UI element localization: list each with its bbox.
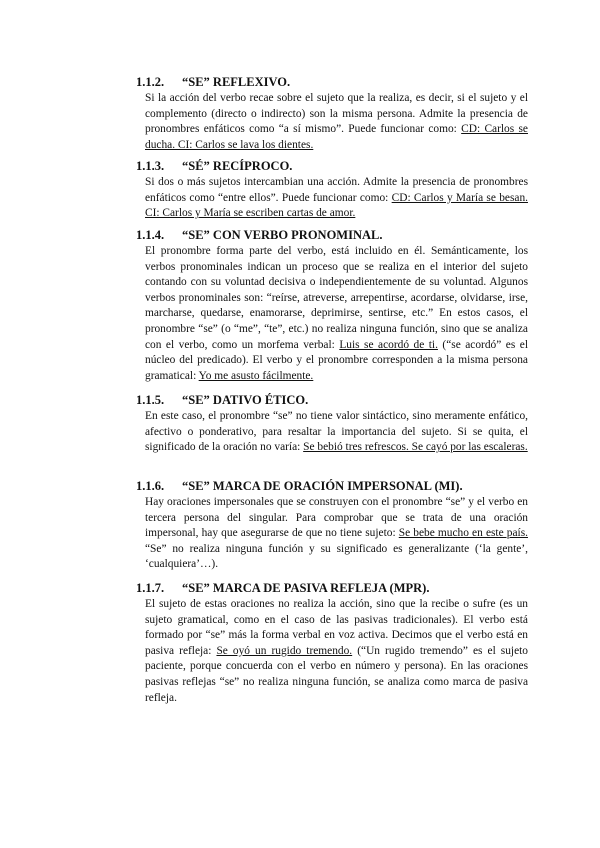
section-heading [136, 478, 528, 494]
paragraph-text: En este caso, el pronombre “se” no tiene valor sintáctico, sino meramente enfático, afectivo o ponderativo, para resaltar la importancia del sujeto. Si se quita, el significado de la oración no varía: [145, 410, 528, 454]
section-paragraph [145, 175, 528, 222]
section-impersonal [136, 478, 528, 573]
section-dativo-etico [136, 392, 528, 456]
paragraph-text: El sujeto de estas oraciones no realiza la acción, sino que la recibe o sufre (es un sujeto gramatical, como en el caso de las pasivas tradicionales). El verbo está formado por “se” más la forma verbal en voz activa. Decimos que el verbo está en pasiva refleja: [145, 598, 528, 657]
example-sentences: CD: Carlos se ducha. CI: Carlos se lava los dientes. [145, 123, 528, 151]
example-sentences: CD: Carlos y María se besan. CI: Carlos y María se escriben cartas de amor. [145, 191, 528, 220]
section-paragraph [145, 91, 528, 153]
section-heading [136, 392, 528, 408]
example-sentence: Se oyó un rugido tremendo. [216, 644, 353, 657]
paragraph-text: Hay oraciones impersonales que se construyen con el pronombre “se” y el verbo en tercera persona del singular. Para comprobar que se trata de una oración impersonal, hay que asegurarse de que no tiene sujeto: [145, 496, 528, 540]
section-title: “SE” CON VERBO PRONOMINAL. [182, 228, 383, 242]
section-reciproco [136, 158, 528, 222]
paragraph-text: (“Un rugido tremendo” es el sujeto paciente, porque concuerda con el verbo en número y persona). En las oraciones pasivas reflejas “se” no realiza ninguna función, se analiza como marca de pasiva refleja. [145, 644, 528, 704]
section-paragraph [145, 495, 528, 573]
section-title: “SÉ” RECÍPROCO. [182, 159, 293, 173]
section-number: 1.1.7. [136, 581, 165, 595]
section-heading [136, 74, 528, 90]
example-sentence: Yo me asusto fácilmente. [198, 369, 314, 382]
example-sentence: Luis se acordó de ti. [339, 338, 438, 351]
section-number: 1.1.3. [136, 159, 165, 173]
paragraph-text: El pronombre forma parte del verbo, está incluido en él. Semánticamente, los verbos pronominales indican un proceso que se realiza en el interior del sujeto contando con su voluntad decisiva o independientemente de su voluntad. Algunos verbos pronominales son: “reírse, atreverse, arrepentirse, acordarse, olvidarse, irse, marcharse, quedarse, enamorarse, deprimirse, sentirse, etc.” En estos casos, el pronombre “se” (o “me”, “te”, etc.) no realiza ninguna función, sino que se analiza con el verbo, como un morfema verbal: [145, 245, 528, 351]
section-heading [136, 580, 528, 596]
section-pasiva-refleja [136, 580, 528, 706]
section-title: “SE” MARCA DE ORACIÓN IMPERSONAL (MI). [182, 479, 463, 493]
section-verbo-pronominal [136, 227, 528, 384]
example-sentences: Se bebió tres refrescos. Se cayó por las escaleras. [303, 441, 528, 454]
section-title: “SE” MARCA DE PASIVA REFLEJA (MPR). [182, 581, 430, 595]
section-paragraph [145, 409, 528, 456]
section-heading [136, 227, 528, 243]
section-number: 1.1.4. [136, 228, 165, 242]
section-title: “SE” REFLEXIVO. [182, 75, 291, 89]
section-paragraph [145, 244, 528, 384]
paragraph-text: Si la acción del verbo recae sobre el sujeto que la realiza, es decir, si el sujeto y el complemento (directo o indirecto) son la misma persona. Admite la presencia de pronombres enfáticos como “a sí mismo”. Puede funcionar como: [145, 92, 528, 136]
section-paragraph [145, 597, 528, 706]
section-number: 1.1.5. [136, 393, 165, 407]
section-number: 1.1.6. [136, 479, 165, 493]
section-reflexivo [136, 74, 528, 153]
section-title: “SE” DATIVO ÉTICO. [182, 393, 309, 407]
paragraph-text: (“se acordó” es el núcleo del predicado). El verbo y el pronombre corresponden a la misma persona gramatical: [145, 338, 528, 382]
paragraph-text: “Se” no realiza ninguna función y su significado es generalizante (‘la gente’, ‘cualquiera’…). [145, 542, 528, 571]
section-number: 1.1.2. [136, 75, 165, 89]
paragraph-text: Si dos o más sujetos intercambian una acción. Admite la presencia de pronombres enfáticos como “entre ellos”. Puede funcionar como: [145, 176, 528, 204]
example-sentence: Se bebe mucho en este país. [398, 527, 528, 540]
section-heading [136, 158, 528, 174]
